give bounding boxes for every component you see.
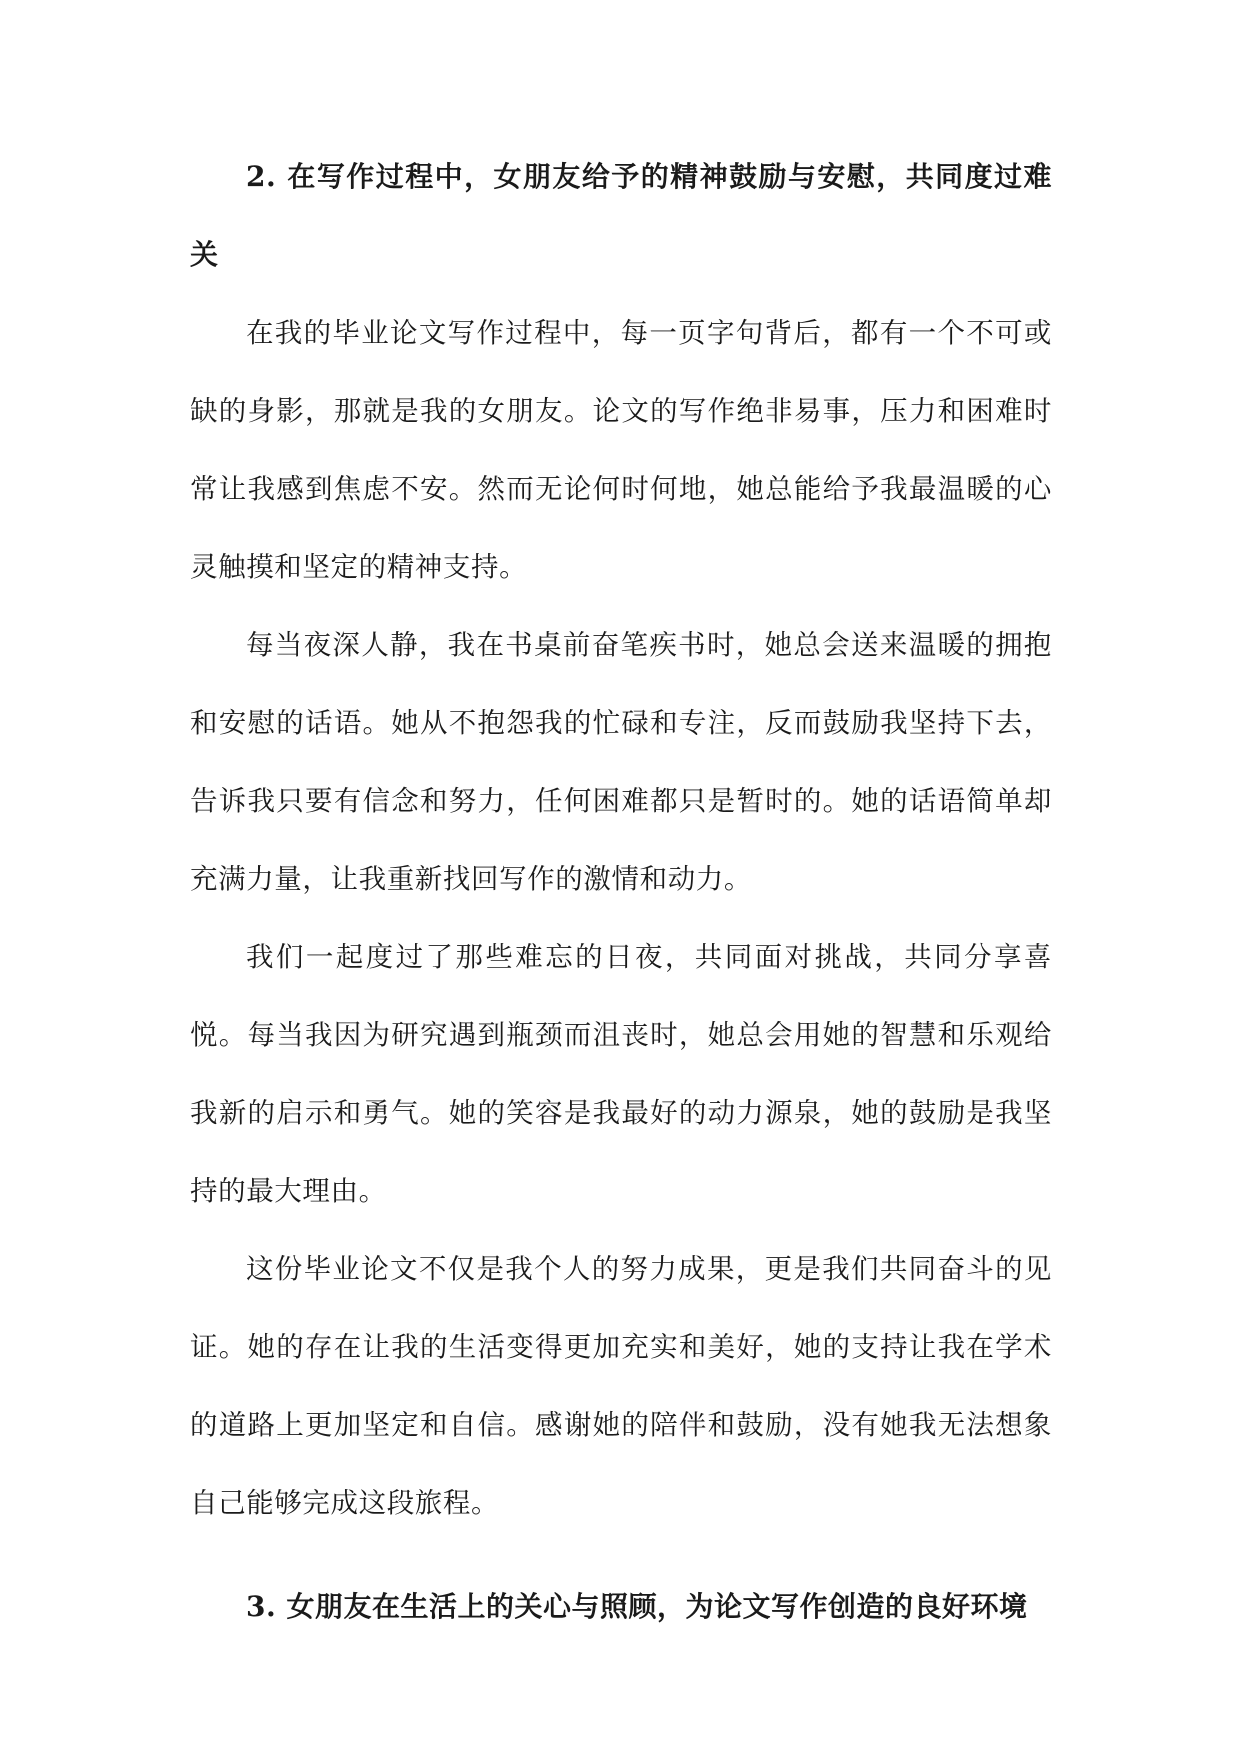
section-2-paragraph-3: 我们一起度过了那些难忘的日夜，共同面对挑战，共同分享喜悦。每当我因为研究遇到瓶颈而沮丧时，她总会用她的智慧和乐观给我新的启示和勇气。她的笑容是我最好的动力源泉，她的鼓励是我坚持的最大理由。 (190, 941, 1052, 1207)
section-2-heading: 2. 在写作过程中，女朋友给予的精神鼓励与安慰，共同度过难关 (190, 160, 1052, 271)
section-2-paragraph-4: 这份毕业论文不仅是我个人的努力成果，更是我们共同奋斗的见证。她的存在让我的生活变得更加充实和美好，她的支持让我在学术的道路上更加坚定和自信。感谢她的陪伴和鼓励，没有她我无法想象自己能够完成这段旅程。 (190, 1253, 1052, 1519)
document-body (190, 138, 1052, 1646)
section-2-paragraph-2: 每当夜深人静，我在书桌前奋笔疾书时，她总会送来温暖的拥抱和安慰的话语。她从不抱怨我的忙碌和专注，反而鼓励我坚持下去，告诉我只要有信念和努力，任何困难都只是暂时的。她的话语简单却充满力量，让我重新找回写作的激情和动力。 (190, 629, 1052, 895)
section-2-paragraph-1: 在我的毕业论文写作过程中，每一页字句背后，都有一个不可或缺的身影，那就是我的女朋友。论文的写作绝非易事，压力和困难时常让我感到焦虑不安。然而无论何时何地，她总能给予我最温暖的心灵触摸和坚定的精神支持。 (190, 317, 1052, 583)
section-3-heading: 3. 女朋友在生活上的关心与照顾，为论文写作创造的良好环境 (246, 1590, 1028, 1623)
